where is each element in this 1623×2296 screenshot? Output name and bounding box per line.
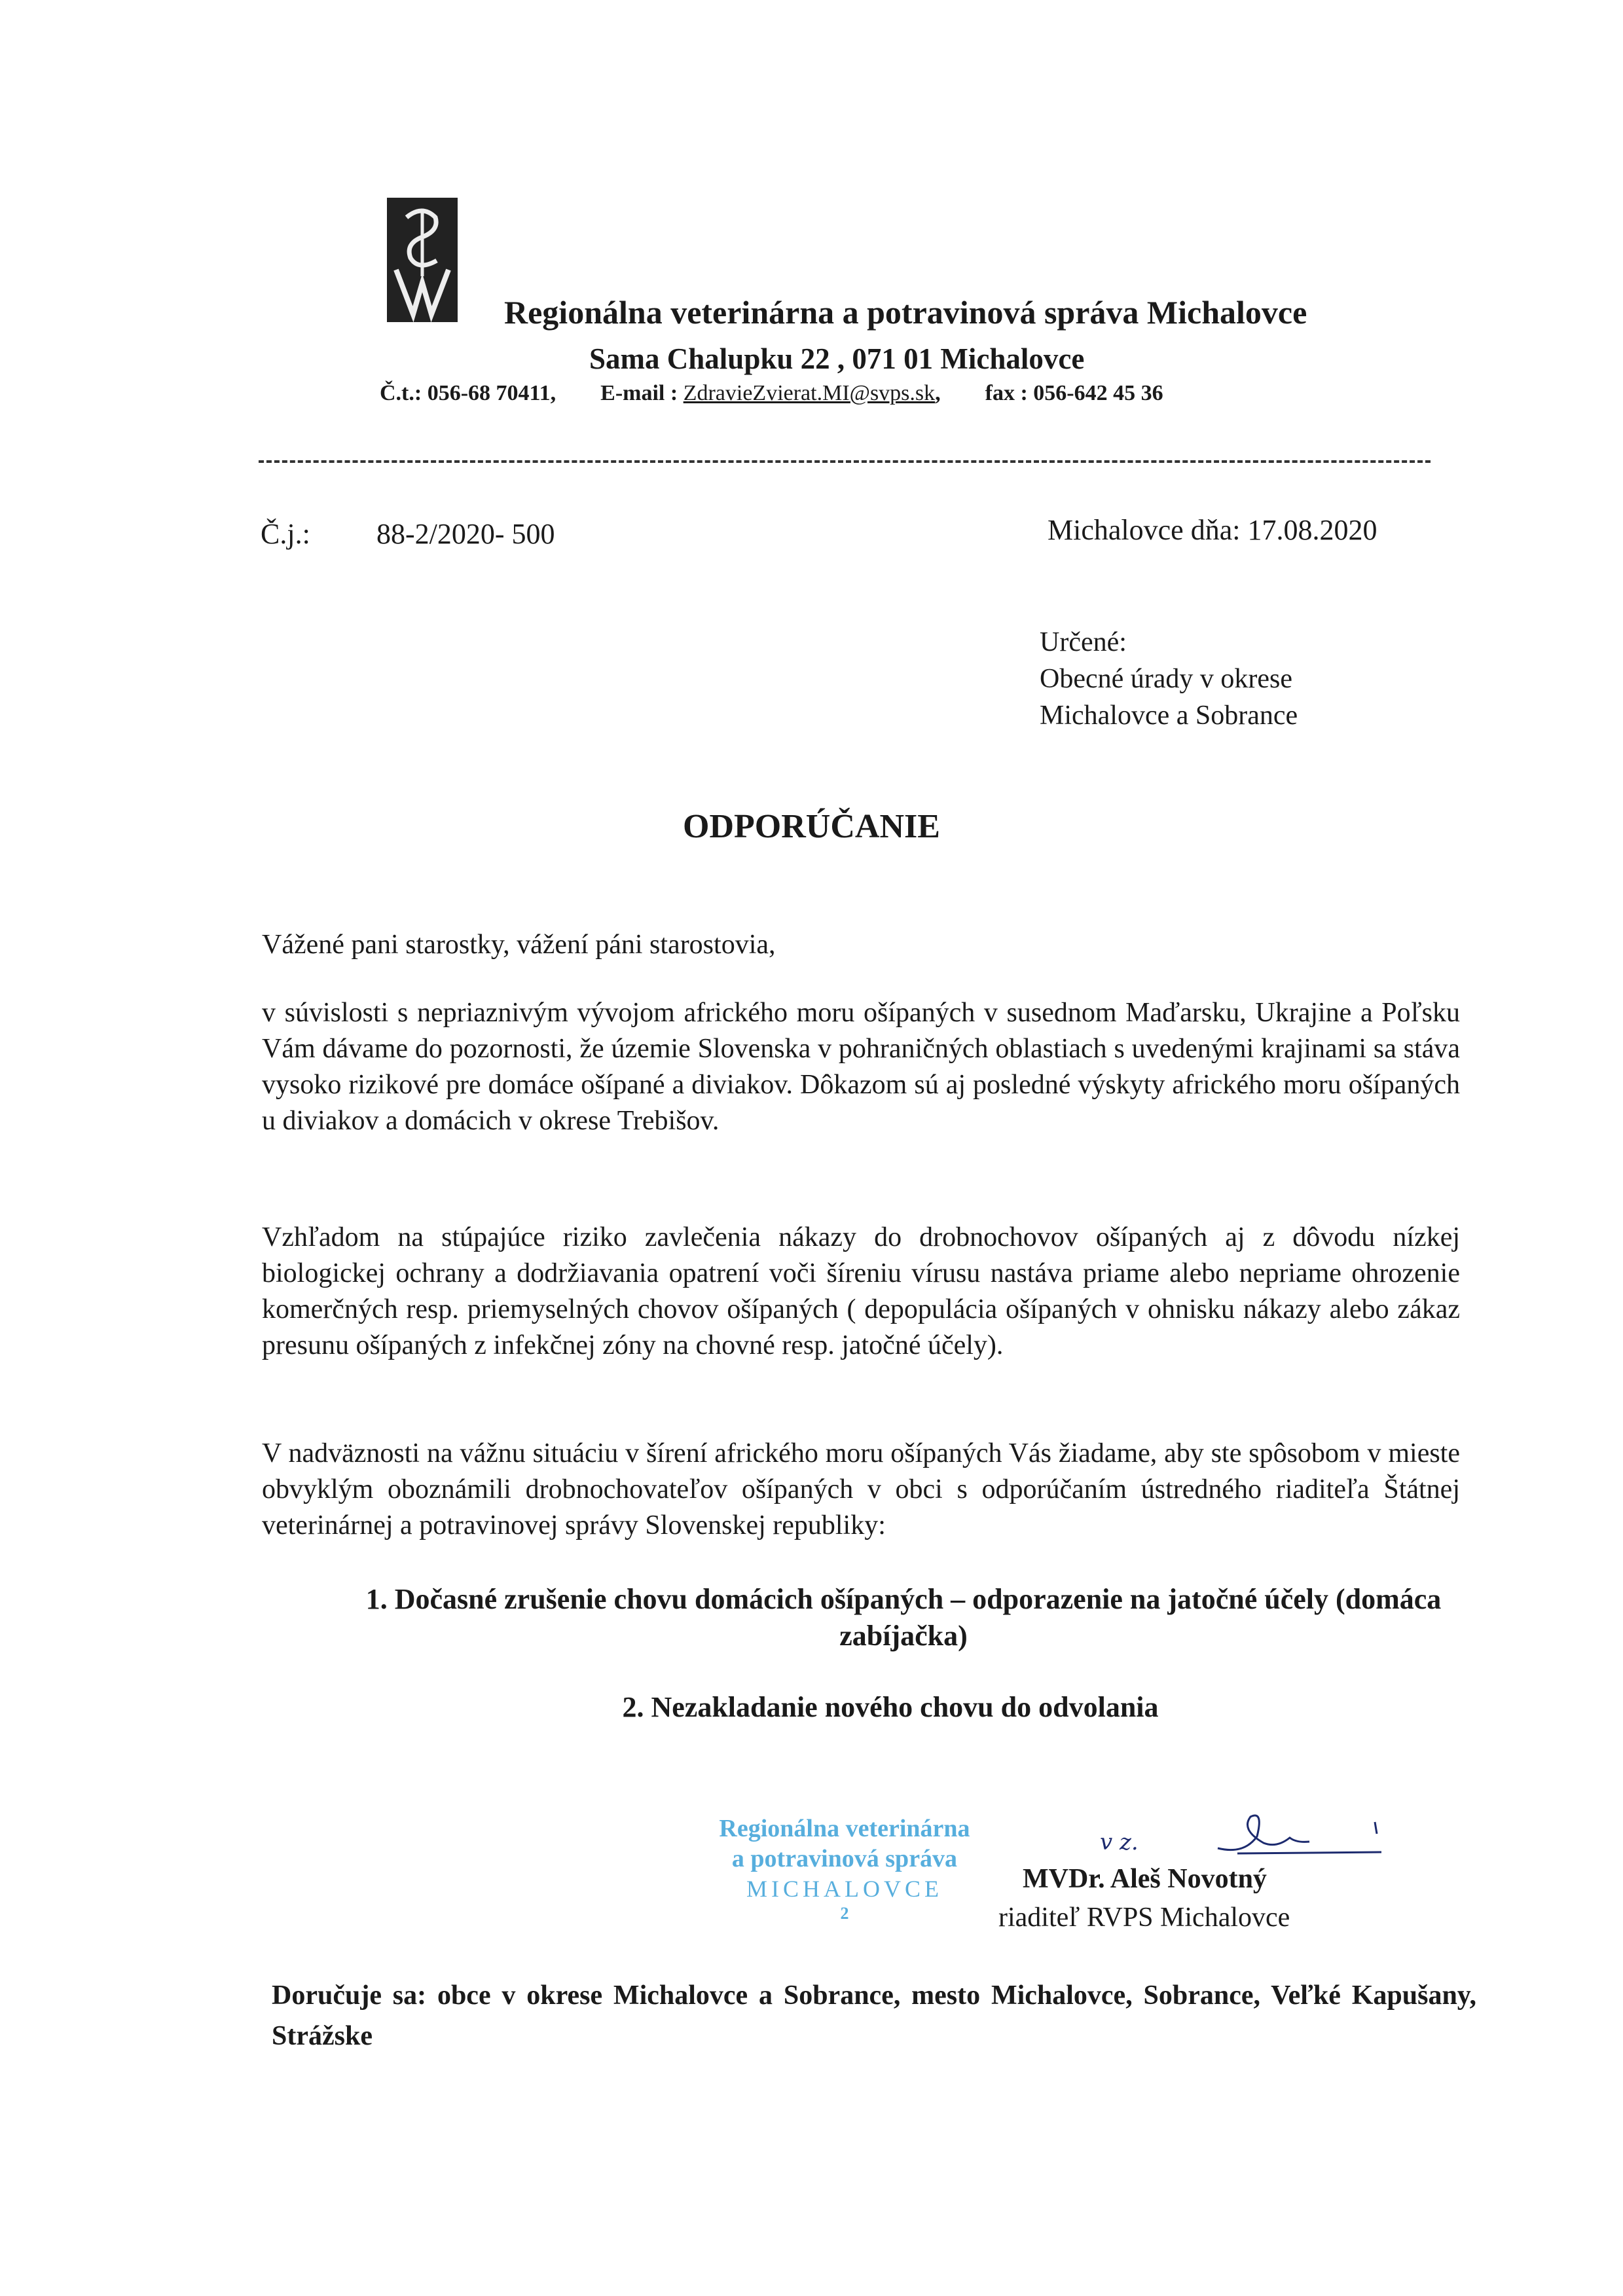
addressee-block [1040,624,1298,734]
stamp-town: MICHALOVCE [746,1876,943,1902]
addressee-line: Michalovce a Sobrance [1040,701,1298,731]
addressee-line: Obecné úrady v okrese [1040,664,1292,694]
institution-address: Sama Chalupku 22 , 071 01 Michalovce [589,342,1085,375]
letter-date: Michalovce dňa: 17.08.2020 [1048,514,1377,546]
body-paragraph: V nadväznosti na vážnu situáciu v šírení afrického moru ošípaných Vás žiadame, aby ste spôsobom v mieste obvyklým oboznámili drobnochovateľov ošípaných v obci s odporúčaním ústredného riaditeľa Štátnej veterinárnej a potravinovej správy Slovenskej republiky: [262,1438,1460,1540]
stamp-line: Regionálna veterinárna [719,1815,970,1842]
reference-number: 88-2/2020- 500 [376,518,555,550]
header-divider [259,460,1431,463]
institution-name: Regionálna veterinárna a potravinová správa Michalovce [504,294,1307,331]
body-paragraph: Vzhľadom na stúpajúce riziko zavlečenia nákazy do drobnochovov ošípaných aj z dôvodu nízkej biologickej ochrany a dodržiavania opatrení voči šíreniu vírusu nastáva priame alebo nepriame ohrozenie komerčných resp. priemyselných chovov ošípaných ( depopulácia ošípaných v ohnisku nákazy alebo zákaz presunu ošípaných z infekčnej zóny na chovné resp. jatočné účely). [262,1222,1460,1360]
svps-logo-icon [387,198,458,322]
signer-name: MVDr. Aleš Novotný [1023,1864,1267,1894]
salutation: Vážené pani starostky, vážení páni starostovia, [262,930,776,960]
reference-label: Č.j.: [261,518,310,550]
recommendation-item: 1. Dočasné zrušenie chovu domácich ošípaných – odporazenie na jatočné účely (domáca zabíjačka) [365,1583,1442,1652]
official-stamp [661,1813,1028,1923]
institution-logo [387,198,458,322]
email-label: E-mail : [600,381,678,405]
document-title: ODPORÚČANIE [683,808,940,845]
signature-icon [1087,1797,1395,1859]
email-suffix: , [935,381,941,405]
phone-number: Č.t.: 056-68 70411, [380,381,556,405]
addressee-label: Určené: [1040,627,1127,657]
handwritten-signature [1087,1797,1395,1859]
contact-line [380,381,1163,406]
fax-number: fax : 056-642 45 36 [985,381,1163,405]
signer-title: riaditeľ RVPS Michalovce [998,1903,1290,1933]
body-paragraph: v súvislosti s nepriaznivým vývojom afrického moru ošípaných v susednom Maďarsku, Ukrajine a Poľsku Vám dávame do pozornosti, že územie Slovenska v pohraničných oblastiach s uvedenými krajinami sa stáva vysoko rizikové pre domáce ošípané a diviakov. Dôkazom sú aj posledné výskyty afrického moru ošípaných u diviakov a domácich v okrese Trebišov. [262,998,1460,1136]
email-link[interactable]: ZdravieZvierat.MI@svps.sk [683,381,936,405]
stamp-number: 2 [840,1904,849,1923]
recommendation-item: 2. Nezakladanie nového chovu do odvolania [622,1691,1159,1723]
delivery-note: Doručuje sa: obce v okrese Michalovce a Sobrance, mesto Michalovce, Sobrance, Veľké Kapušany, Strážske [272,1980,1476,2051]
signature-mark: v z. [1100,1829,1139,1855]
stamp-line: a potravinová správa [731,1845,958,1872]
